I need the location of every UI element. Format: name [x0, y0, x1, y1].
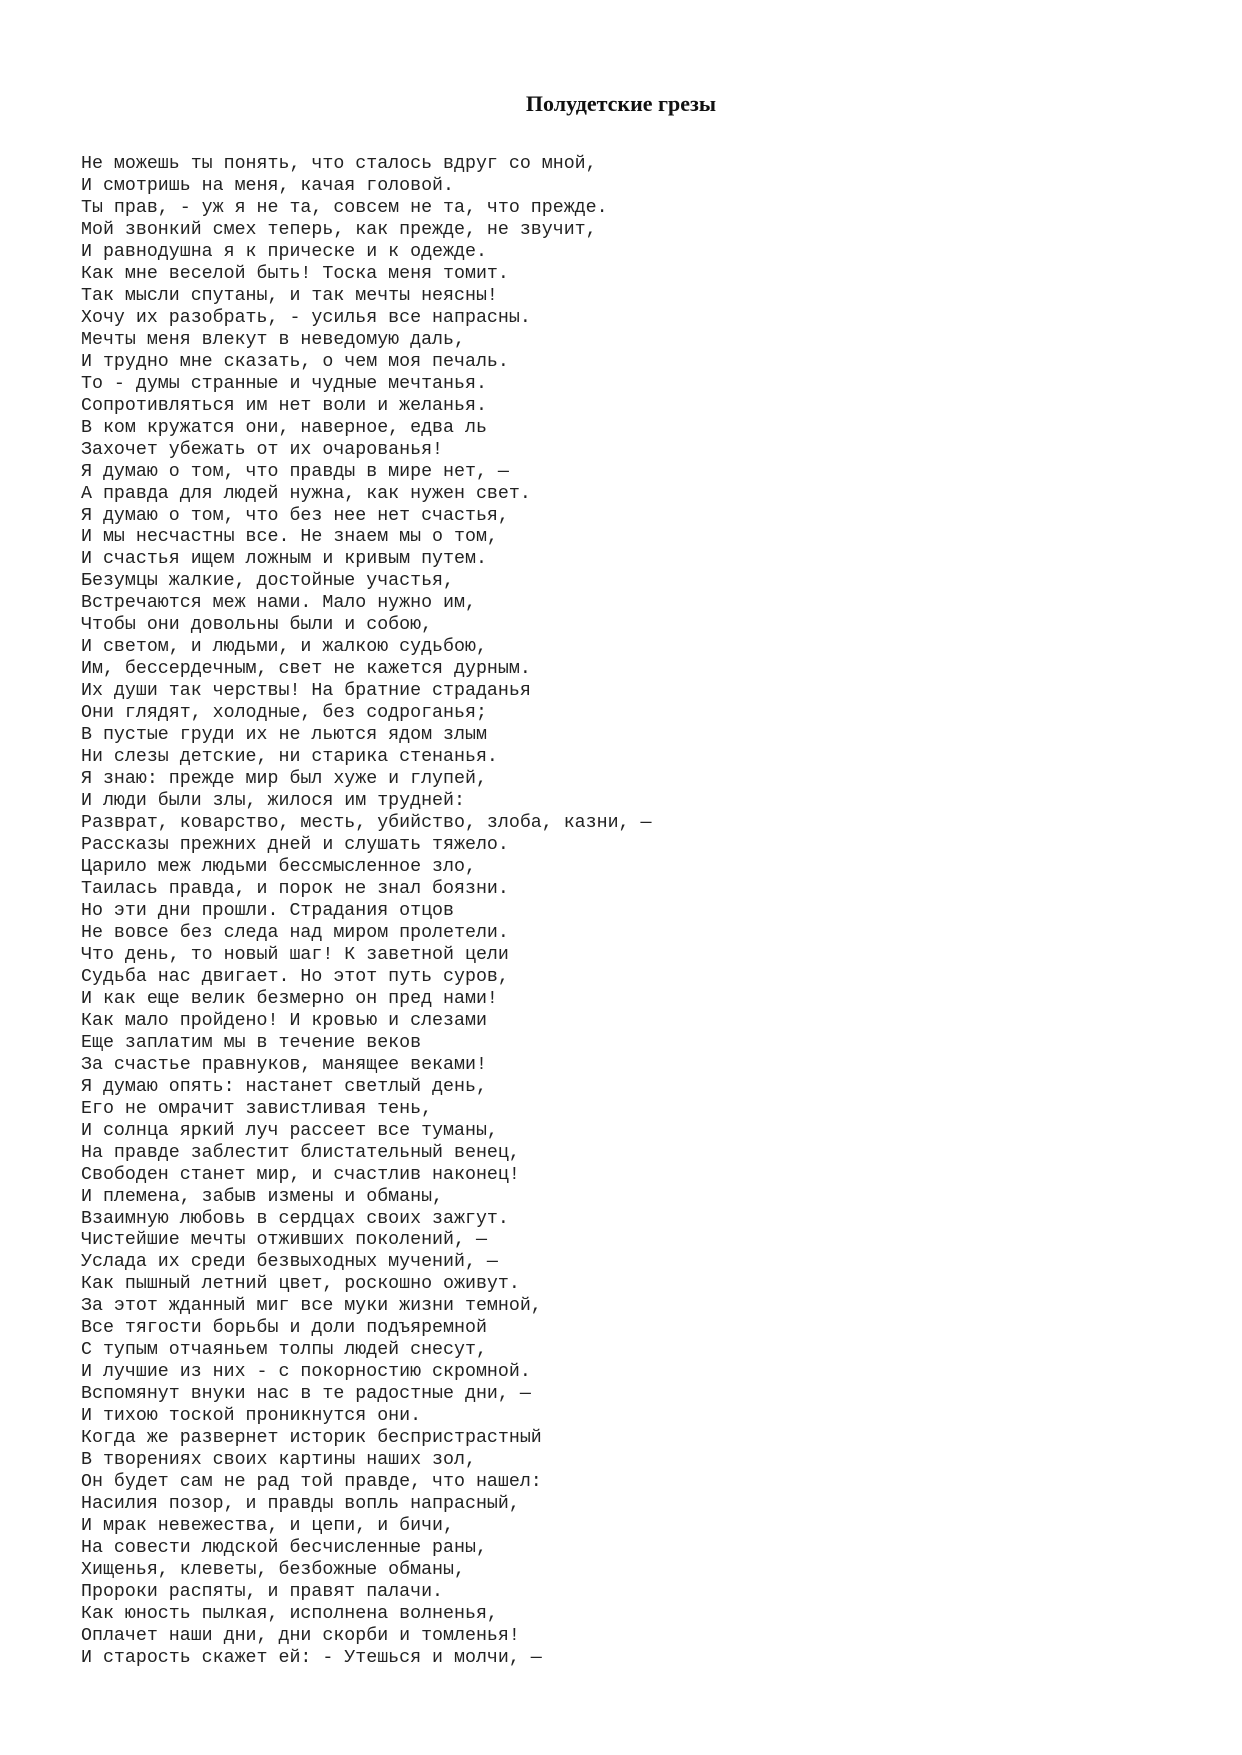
- poem-line: И светом, и людьми, и жалкою судьбою,: [81, 637, 487, 658]
- poem-line: Хищенья, клеветы, безбожные обманы,: [81, 1560, 465, 1580]
- poem-line: Они глядят, холодные, без содроганья;: [81, 703, 487, 724]
- poem-line: Таилась правда, и порок не знал боязни.: [81, 878, 509, 899]
- poem-line: И старость скажет ей: - Утешься и молчи, —: [81, 1647, 542, 1668]
- poem-line: В пустые груди их не льются ядом злым: [81, 725, 487, 746]
- poem-line: На совести людской бесчисленные раны,: [81, 1538, 487, 1559]
- poem-line: И счастья ищем ложным и кривым путем.: [81, 549, 487, 570]
- poem-line: Встречаются меж нами. Мало нужно им,: [81, 593, 476, 614]
- poem-line: Но эти дни прошли. Страдания отцов: [81, 900, 454, 921]
- poem-line: Насилия позор, и правды вопль напрасный,: [81, 1494, 520, 1515]
- poem-line: На правде заблестит блистательный венец,: [81, 1142, 520, 1163]
- poem-line: Как мало пройдено! И кровью и слезами: [81, 1010, 487, 1031]
- poem-line: Им, бессердечным, свет не кажется дурным.: [81, 659, 531, 680]
- poem-line: В ком кружатся они, наверное, едва ль: [81, 417, 487, 438]
- poem-line: Свободен станет мир, и счастлив наконец!: [81, 1164, 520, 1185]
- poem-line: Как мне веселой быть! Тоска меня томит.: [81, 263, 509, 284]
- poem-line: Ни слезы детские, ни старика стенанья.: [81, 747, 498, 768]
- poem-line: С тупым отчаяньем толпы людей снесут,: [81, 1340, 487, 1361]
- poem-line: Ты прав, - уж я не та, совсем не та, что прежде.: [81, 197, 608, 218]
- poem-line: Рассказы прежних дней и слушать тяжело.: [81, 835, 509, 856]
- poem-line: Еще заплатим мы в течение веков: [81, 1032, 422, 1053]
- poem-line: Чтобы они довольны были и собою,: [81, 615, 433, 636]
- poem-line: Сопротивляться им нет воли и желанья.: [81, 395, 487, 416]
- poem-body: [81, 154, 651, 1670]
- poem-line: Чистейшие мечты отживших поколений, —: [81, 1230, 487, 1251]
- poem-line: Я знаю: прежде мир был хуже и глупей,: [81, 769, 487, 790]
- poem-line: И племена, забыв измены и обманы,: [81, 1186, 444, 1207]
- poem-line: В творениях своих картины наших зол,: [81, 1450, 476, 1471]
- poem-line: И люди были злы, жилося им трудней:: [81, 791, 465, 812]
- poem-line: То - думы странные и чудные мечтанья.: [81, 373, 487, 394]
- poem-line: Я думаю о том, что правды в мире нет, —: [81, 461, 509, 482]
- poem-line: Вспомянут внуки нас в те радостные дни, —: [81, 1384, 531, 1405]
- poem-line: Захочет убежать от их очарованья!: [81, 439, 444, 460]
- poem-line: Царило меж людьми бессмысленное зло,: [81, 857, 476, 877]
- poem-line: Пророки распяты, и правят палачи.: [81, 1581, 444, 1602]
- poem-line: Мой звонкий смех теперь, как прежде, не звучит,: [81, 219, 597, 240]
- poem-line: Он будет сам не рад той правде, что нашел:: [81, 1472, 542, 1493]
- poem-line: Судьба нас двигает. Но этот путь суров,: [81, 966, 509, 987]
- poem-line: Что день, то новый шаг! К заветной цели: [81, 944, 509, 965]
- poem-line: Не вовсе без следа над миром пролетели.: [81, 922, 509, 943]
- poem-line: Я думаю опять: настанет светлый день,: [81, 1076, 487, 1097]
- poem-line: И лучшие из них - с покорностию скромной.: [81, 1362, 531, 1383]
- poem-line: Как пышный летний цвет, роскошно оживут.: [81, 1274, 520, 1295]
- poem-line: И мы несчастны все. Не знаем мы о том,: [81, 527, 498, 548]
- poem-line: Безумцы жалкие, достойные участья,: [81, 571, 454, 592]
- poem-line: За этот жданный миг все муки жизни темной,: [81, 1296, 542, 1317]
- poem-line: Все тягости борьбы и доли подъяремной: [81, 1318, 487, 1339]
- poem-line: Разврат, коварство, месть, убийство, злоба, казни, —: [81, 813, 652, 834]
- poem-line: Их души так черствы! На братние страданья: [81, 681, 531, 702]
- poem-line: А правда для людей нужна, как нужен свет.: [81, 483, 531, 504]
- poem-line: Когда же развернет историк беспристрастный: [81, 1428, 542, 1449]
- poem-line: И солнца яркий луч рассеет все туманы,: [81, 1120, 498, 1141]
- poem-line: Не можешь ты понять, что сталось вдруг со мной,: [81, 154, 597, 174]
- poem-line: И равнодушна я к прическе и к одежде.: [81, 241, 487, 262]
- poem-line: Я думаю о том, что без нее нет счастья,: [81, 505, 509, 526]
- poem-line: Так мысли спутаны, и так мечты неясны!: [81, 285, 498, 306]
- poem-line: И смотришь на меня, качая головой.: [81, 175, 454, 196]
- poem-line: И как еще велик безмерно он пред нами!: [81, 988, 498, 1009]
- poem-line: Взаимную любовь в сердцах своих зажгут.: [81, 1208, 509, 1229]
- poem-line: И трудно мне сказать, о чем моя печаль.: [81, 351, 509, 372]
- poem-line: За счастье правнуков, манящее веками!: [81, 1054, 487, 1075]
- poem-line: Мечты меня влекут в неведомую даль,: [81, 329, 465, 350]
- poem-line: Услада их среди безвыходных мучений, —: [81, 1252, 498, 1273]
- poem-line: Как юность пылкая, исполнена волненья,: [81, 1603, 498, 1624]
- poem-line: Хочу их разобрать, - усилья все напрасны.: [81, 307, 531, 328]
- poem-line: Оплачет наши дни, дни скорби и томленья!: [81, 1625, 520, 1646]
- poem-line: Его не омрачит завистливая тень,: [81, 1098, 433, 1119]
- poem-line: И тихою тоской проникнутся они.: [81, 1406, 422, 1427]
- document-title: Полудетские грезы: [525, 91, 717, 116]
- poem-line: И мрак невежества, и цепи, и бичи,: [81, 1516, 454, 1537]
